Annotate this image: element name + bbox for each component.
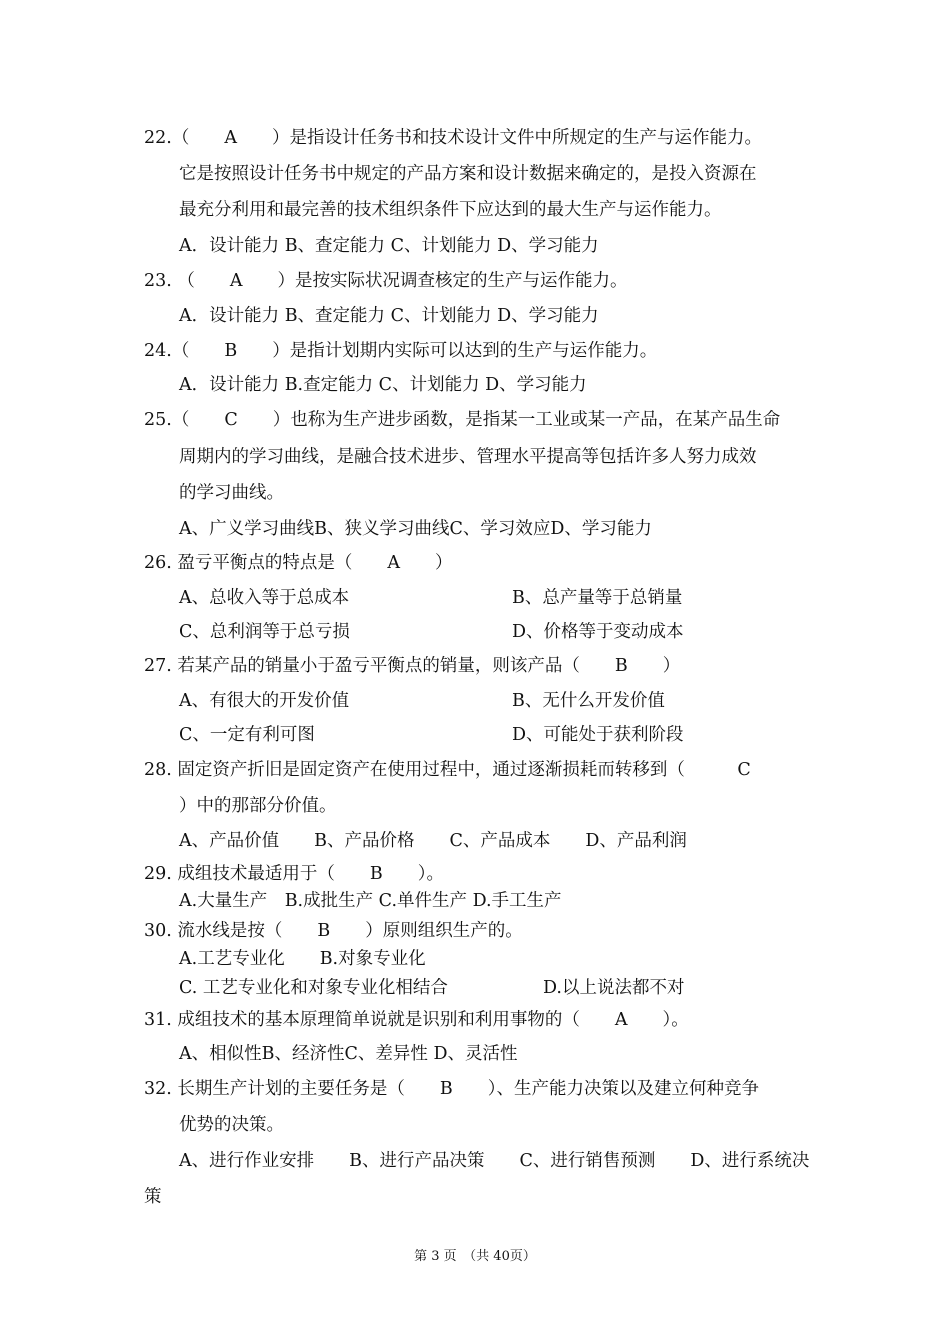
text-line: D、价格等于变动成本 bbox=[512, 622, 684, 642]
text-line: 26. 盈亏平衡点的特点是（ A ） bbox=[144, 553, 453, 573]
text-line: A、广义学习曲线B、狭义学习曲线C、学习效应D、学习能力 bbox=[179, 519, 652, 539]
text-line: A．设计能力 B.查定能力 C、计划能力 D、学习能力 bbox=[179, 375, 587, 395]
text-line: A．设计能力 B、查定能力 C、计划能力 D、学习能力 bbox=[179, 306, 599, 326]
text-line: A、有很大的开发价值 bbox=[179, 691, 350, 711]
text-line: C、一定有利可图 bbox=[179, 725, 315, 745]
text-line: A、进行作业安排 B、进行产品决策 C、进行销售预测 D、进行系统决 bbox=[179, 1151, 810, 1171]
page-footer: 第 3 页 （共 40页） bbox=[414, 1249, 536, 1264]
text-line: C. 工艺专业化和对象专业化相结合 bbox=[179, 978, 448, 998]
text-line: 23. （ A ）是按实际状况调查核定的生产与运作能力。 bbox=[144, 271, 628, 291]
text-line: 25.（ C ）也称为生产进步函数，是指某一工业或某一产品，在某产品生命 bbox=[144, 410, 781, 430]
text-line: 策 bbox=[144, 1187, 162, 1207]
text-line: 24.（ B ）是指计划期内实际可以达到的生产与运作能力。 bbox=[144, 341, 658, 361]
text-line: A.工艺专业化 B.对象专业化 bbox=[179, 949, 426, 969]
text-line: 32. 长期生产计划的主要任务是（ B ）、生产能力决策以及建立何种竞争 bbox=[144, 1079, 760, 1099]
text-line: A、产品价值 B、产品价格 C、产品成本 D、产品利润 bbox=[179, 831, 687, 851]
text-line: A、总收入等于总成本 bbox=[179, 588, 350, 608]
text-line: 29. 成组技术最适用于（ B ）。 bbox=[144, 864, 445, 884]
text-line: 31. 成组技术的基本原理简单说就是识别和利用事物的（ A ）。 bbox=[144, 1010, 689, 1030]
text-line: ）中的那部分价值。 bbox=[179, 796, 337, 816]
text-line: 30. 流水线是按（ B ）原则组织生产的。 bbox=[144, 921, 523, 941]
text-line: A．设计能力 B、查定能力 C、计划能力 D、学习能力 bbox=[179, 236, 599, 256]
text-line: A、相似性B、经济性C、差异性 D、灵活性 bbox=[179, 1044, 518, 1064]
text-line: 优势的决策。 bbox=[179, 1115, 284, 1135]
text-line: B、无什么开发价值 bbox=[512, 691, 665, 711]
text-line: 它是按照设计任务书中规定的产品方案和设计数据来确定的，是投入资源在 bbox=[179, 164, 757, 184]
text-line: 28. 固定资产折旧是固定资产在使用过程中，通过逐渐损耗而转移到（ C bbox=[144, 760, 751, 780]
text-line: 27. 若某产品的销量小于盈亏平衡点的销量，则该产品（ B ） bbox=[144, 656, 681, 676]
text-line: D.以上说法都不对 bbox=[543, 978, 685, 998]
text-line: 22.（ A ）是指设计任务书和技术设计文件中所规定的生产与运作能力。 bbox=[144, 128, 762, 148]
text-line: D、可能处于获利阶段 bbox=[512, 725, 684, 745]
text-line: B、总产量等于总销量 bbox=[512, 588, 683, 608]
text-line: C、总利润等于总亏损 bbox=[179, 622, 350, 642]
text-line: 最充分利用和最完善的技术组织条件下应达到的最大生产与运作能力。 bbox=[179, 200, 722, 220]
text-line: 周期内的学习曲线，是融合技术进步、管理水平提高等包括许多人努力成效 bbox=[179, 447, 757, 467]
text-line: 的学习曲线。 bbox=[179, 483, 284, 503]
text-line: A.大量生产 B.成批生产 C.单件生产 D.手工生产 bbox=[179, 891, 562, 911]
